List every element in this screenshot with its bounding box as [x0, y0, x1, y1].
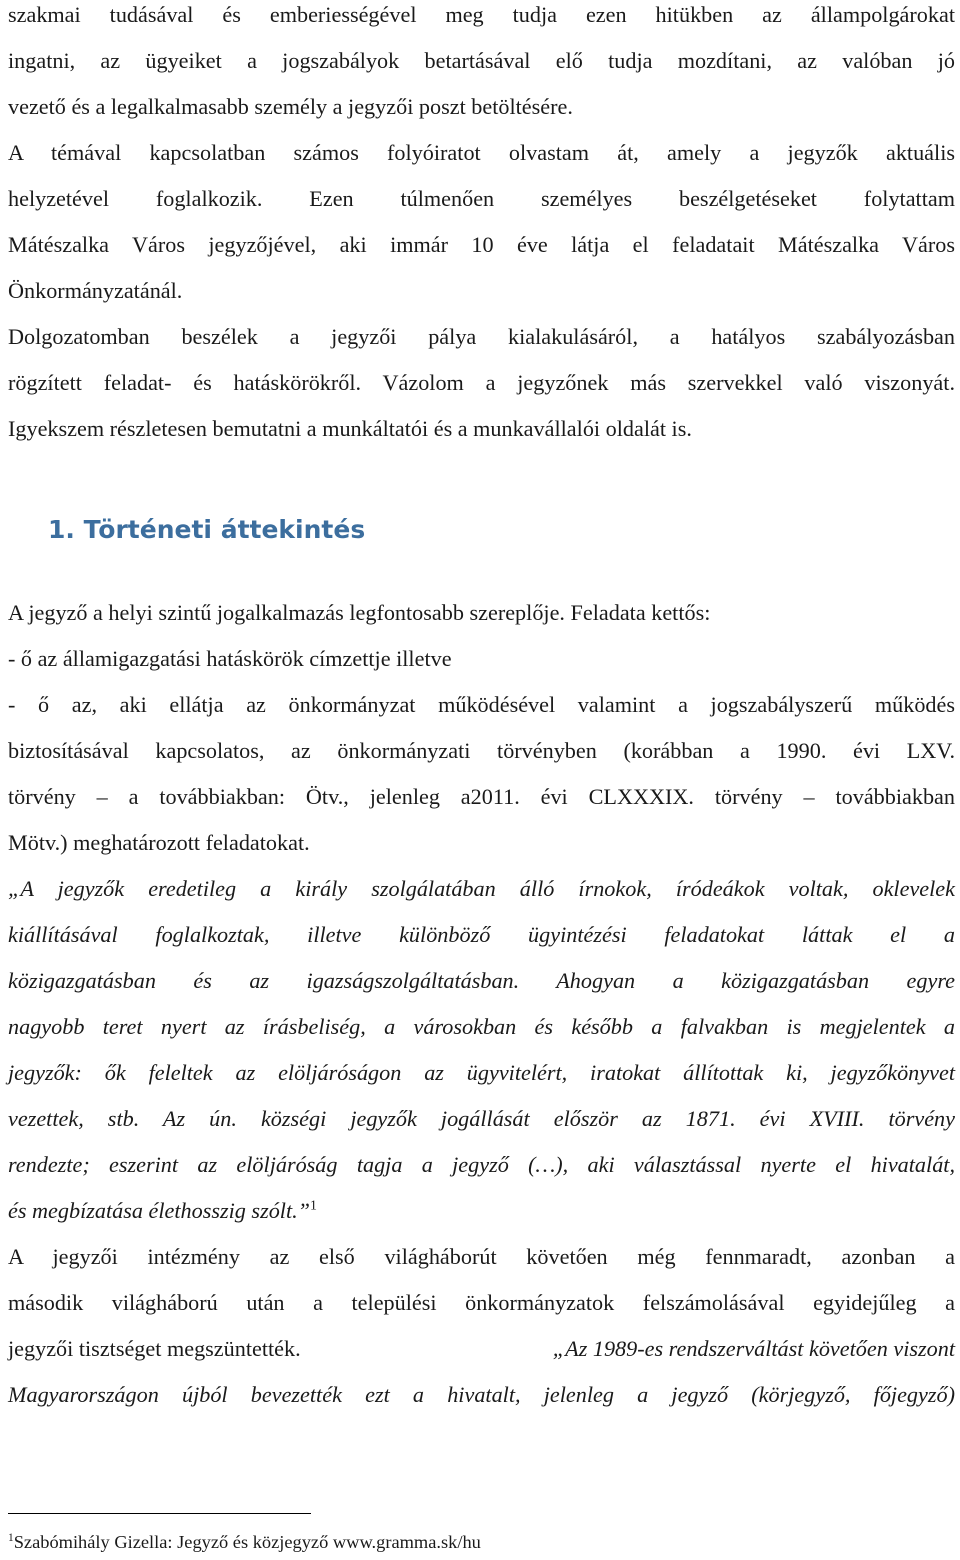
footnote-number: 1 — [8, 1531, 14, 1544]
body-text-line: A jegyzői intézmény az első világháborút követően még fennmaradt, azonban a — [8, 1244, 955, 1269]
quote-line: nagyobb teret nyert az írásbeliség, a városokban és később a falvakban is megjelentek a — [8, 1014, 955, 1039]
body-text-line: A jegyző a helyi szintű jogalkalmazás legfontosabb szereplője. Feladata kettős: — [8, 600, 711, 625]
body-text-line: A témával kapcsolatban számos folyóiratot olvastam át, amely a jegyzők aktuális — [8, 140, 955, 165]
body-text-line: szakmai tudásával és emberiességével meg tudja ezen hitükben az állampolgárokat — [8, 2, 955, 27]
body-text-line: törvény – a továbbiakban: Ötv., jelenleg a2011. évi CLXXXIX. törvény – továbbiakban — [8, 784, 955, 809]
quote-line: rendezte; eszerint az elöljáróság tagja a jegyző (…), aki választással nyerte el hivatalát, — [8, 1152, 955, 1177]
list-item: - ő az államigazgatási hatáskörök címzettje illetve — [8, 646, 452, 671]
quote-line: vezettek, stb. Az ún. községi jegyzők jogállását először az 1871. évi XVIII. törvény — [8, 1106, 955, 1131]
body-text-line: ingatni, az ügyeiket a jogszabályok betartásával elő tudja mozdítani, az valóban jó — [8, 48, 955, 73]
body-text-line-mixed — [8, 1334, 955, 1364]
body-text-line: második világháború után a települési önkormányzatok felszámolásával egyidejűleg a — [8, 1290, 955, 1315]
quote-line: Magyarországon újból bevezették ezt a hivatalt, jelenleg a jegyző (körjegyző, főjegyző) — [8, 1382, 955, 1407]
footnote — [8, 1530, 481, 1554]
section-heading: 1. Történeti áttekintés — [48, 515, 366, 544]
body-text-line: Mötv.) meghatározott feladatokat. — [8, 830, 310, 855]
quote-text-segment: „Az 1989-es rendszerváltást követően viszont — [552, 1336, 955, 1361]
quote-text: és megbízatása élethosszig szólt.” — [8, 1198, 311, 1223]
footnote-separator — [8, 1513, 311, 1514]
body-text-line: biztosításával kapcsolatos, az önkormányzati törvényben (korábban a 1990. évi LXV. — [8, 738, 955, 763]
body-text-line: Dolgozatomban beszélek a jegyzői pálya kialakulásáról, a hatályos szabályozásban — [8, 324, 955, 349]
footnote-reference[interactable]: 1 — [310, 1197, 317, 1213]
quote-line: jegyzők: ők feleltek az elöljáróságon az ügyvitelért, iratokat állítottak ki, jegyzőkönyvet — [8, 1060, 955, 1085]
body-text-line: Mátészalka Város jegyzőjével, aki immár 10 éve látja el feladatait Mátészalka Város — [8, 232, 955, 257]
quote-line: „A jegyzők eredetileg a király szolgálatában álló írnokok, íródeákok voltak, oklevelek — [8, 876, 955, 901]
body-text-line: Önkormányzatánál. — [8, 278, 183, 303]
list-item: - ő az, aki ellátja az önkormányzat működésével valamint a jogszabályszerű működés — [8, 692, 955, 717]
body-text-line: helyzetével foglalkozik. Ezen túlmenően személyes beszélgetéseket folytattam — [8, 186, 955, 211]
quote-line: közigazgatásban és az igazságszolgáltatásban. Ahogyan a közigazgatásban egyre — [8, 968, 955, 993]
body-text-line: vezető és a legalkalmasabb személy a jegyzői poszt betöltésére. — [8, 94, 573, 119]
body-text-segment: jegyzői tisztséget megszüntették. — [8, 1336, 301, 1361]
quote-line: kiállításával foglalkoztak, illetve különböző ügyintézési feladatokat láttak el a — [8, 922, 955, 947]
body-text-line: Igyekszem részletesen bemutatni a munkáltatói és a munkavállalói oldalát is. — [8, 416, 692, 441]
quote-line-last — [8, 1196, 955, 1226]
footnote-text: Szabómihály Gizella: Jegyző és közjegyző www.gramma.sk/hu — [13, 1532, 481, 1552]
body-text-line: rögzített feladat- és hatáskörökről. Vázolom a jegyzőnek más szervekkel való viszonyát. — [8, 370, 955, 395]
